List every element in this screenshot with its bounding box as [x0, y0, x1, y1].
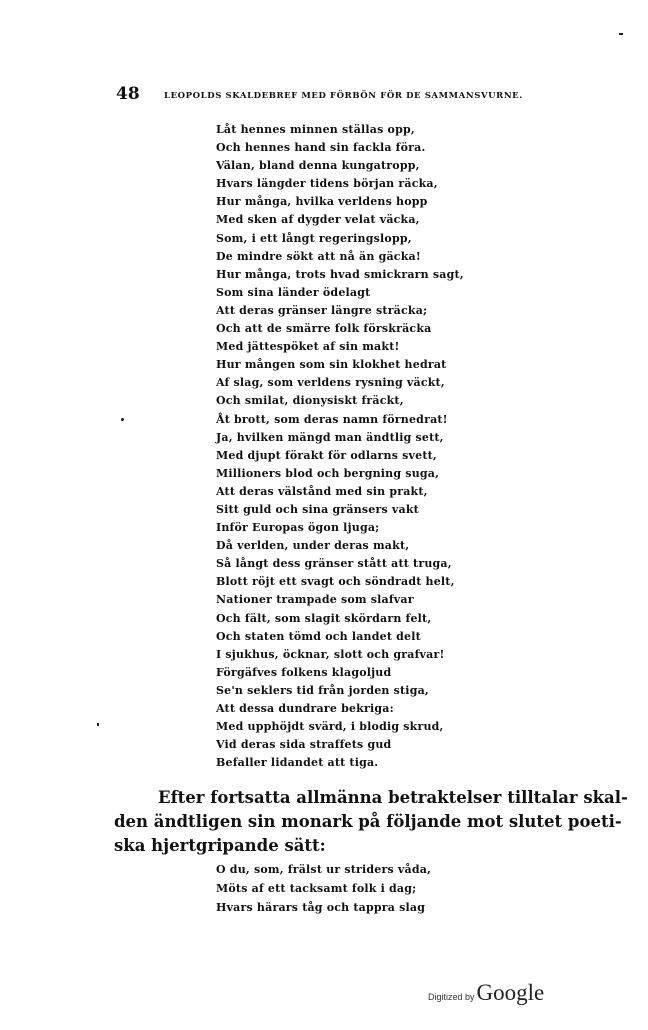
poem-line: Med djupt förakt för odlarns svett, [216, 448, 437, 462]
poem-line: Se'n seklers tid från jorden stiga, [216, 683, 429, 697]
poem-line: I sjukhus, öcknar, slott och grafvar! [216, 647, 445, 661]
scan-speck [619, 33, 623, 35]
google-logo: Google [476, 980, 545, 1005]
poem-line: Med sken af dygder velat väcka, [216, 213, 420, 227]
poem-line: Låt hennes minnen ställas opp, [216, 123, 415, 136]
scan-speck [121, 418, 124, 421]
page-number: 48 [116, 84, 140, 104]
poem-line: Vid deras sida straffets gud [216, 738, 392, 752]
poem-line: Millioners blod och bergning suga, [216, 466, 440, 480]
poem-line: Och smilat, dionysiskt fräckt, [216, 394, 404, 408]
poem-line: Hvars längder tidens början räcka, [216, 177, 438, 191]
poem-line: Att dessa dundrare bekriga: [216, 702, 394, 715]
prose-line: den ändtligen sin monark på följande mot slutet poeti- [114, 812, 622, 831]
poem-line: Välan, bland denna kungatropp, [216, 159, 420, 173]
prose-line: Efter fortsatta allmänna betraktelser tilltalar skal- [158, 788, 628, 807]
digitized-by-footer [428, 980, 544, 1006]
poem-line: Nationer trampade som slafvar [216, 593, 414, 607]
poem-line: Och att de smärre folk förskräcka [216, 322, 432, 336]
poem-line: Inför Europas ögon ljuga; [216, 521, 380, 535]
scan-speck [97, 723, 99, 726]
poem-line: Som sina länder ödelagt [216, 285, 371, 299]
poem-line: Sitt guld och sina gränsers vakt [216, 502, 419, 516]
poem-line: Med upphöjdt svärd, i blodig skrud, [216, 720, 444, 734]
prose-paragraph [114, 786, 628, 858]
poem-line: Åt brott, som deras namn förnedrat! [216, 412, 448, 426]
poem-line: Hvars härars tåg och tappra slag [216, 901, 426, 914]
poem-line: Med jättespöket af sin makt! [216, 340, 400, 354]
poem-line: Att deras välstånd med sin prakt, [216, 484, 428, 498]
poem-main [216, 121, 464, 772]
poem-line: Förgäfves folkens klagoljud [216, 665, 392, 679]
poem-line: Hur många, trots hvad smickrarn sagt, [216, 267, 464, 281]
poem-line: Hur många, hvilka verldens hopp [216, 195, 428, 209]
poem-line: Blott röjt ett svagt och söndradt helt, [216, 575, 455, 589]
prose-line: ska hjertgripande sätt: [114, 836, 326, 855]
poem-line: Och fält, som slagit skördarn felt, [216, 611, 432, 625]
poem-line: Och staten tömd och landet delt [216, 629, 421, 643]
poem-line: Då verlden, under deras makt, [216, 539, 410, 553]
poem-line: Möts af ett tacksamt folk i dag; [216, 882, 417, 895]
poem-line: Ja, hvilken mängd man ändtlig sett, [216, 430, 444, 444]
poem-line: Och hennes hand sin fackla föra. [216, 141, 426, 155]
digitized-by-label: Digitized by [428, 992, 475, 1002]
poem-second [216, 860, 431, 917]
poem-line: Af slag, som verldens rysning väckt, [216, 376, 445, 390]
poem-line: Befaller lidandet att tiga. [216, 756, 379, 770]
poem-line: Att deras gränser längre sträcka; [216, 303, 428, 317]
poem-line: O du, som, frälst ur striders våda, [216, 863, 432, 876]
poem-line: Hur mången som sin klokhet hedrat [216, 358, 447, 372]
poem-line: Så långt dess gränser stått att truga, [216, 557, 452, 571]
running-head: LEOPOLDS SKALDEBREF MED FÖRBÖN FÖR DE SAMMANSVURNE. [164, 91, 523, 101]
poem-line: De mindre sökt att nå än gäcka! [216, 249, 421, 263]
poem-line: Som, i ett långt regeringslopp, [216, 231, 412, 245]
